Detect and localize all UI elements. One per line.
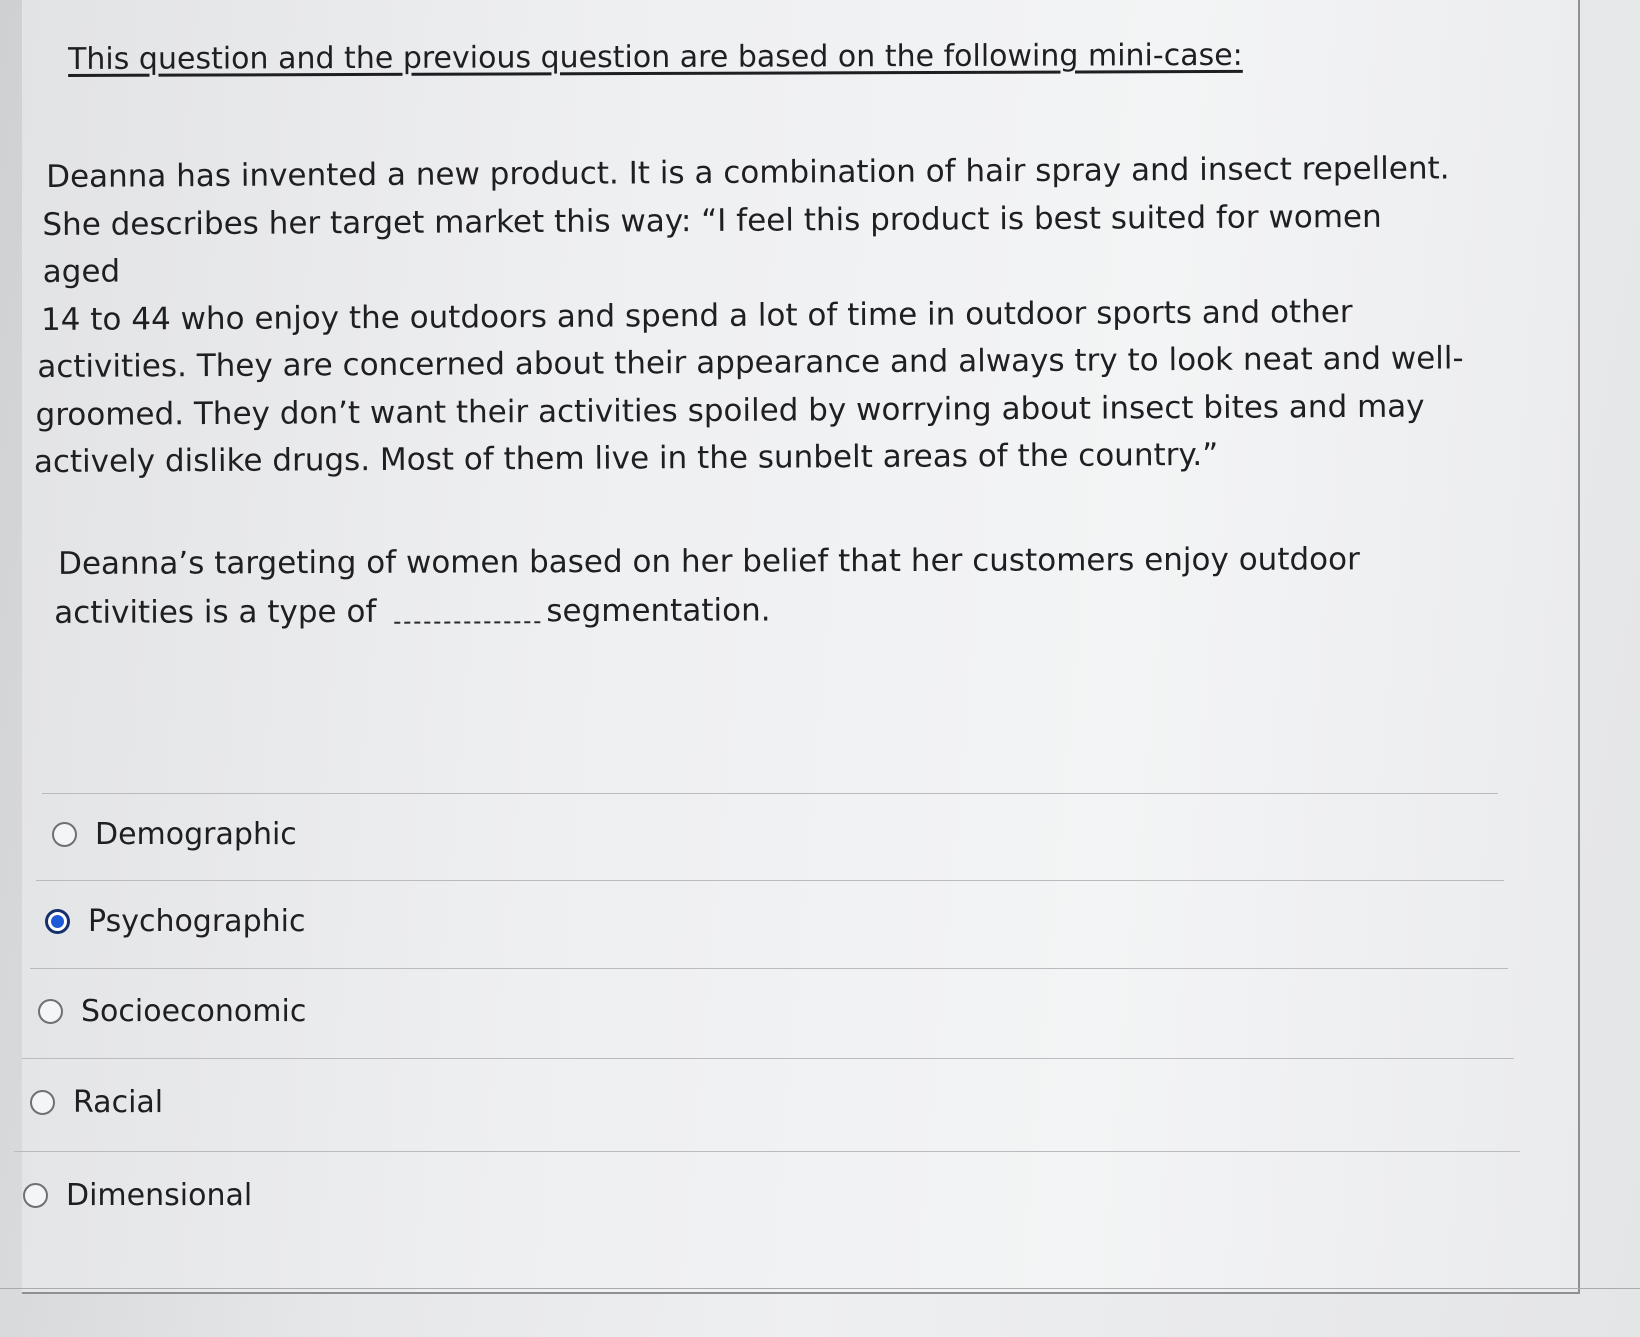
- radio-socioeconomic[interactable]: [38, 999, 63, 1024]
- option-label: Dimensional: [66, 1178, 253, 1213]
- question-line-1: Deanna’s targeting of women based on her belief that her customers enjoy outdoor: [58, 541, 1360, 582]
- case-line: 14 to 44 who enjoy the outdoors and spend a lot of time in outdoor sports and other: [40, 293, 1353, 338]
- question-text-before-blank: activities is a type of: [54, 593, 377, 631]
- option-socioeconomic[interactable]: [38, 994, 306, 1029]
- option-label: Racial: [73, 1085, 164, 1120]
- case-line: She describes her target market this way: “I feel this product is best suited for women aged: [42, 198, 1382, 291]
- option-demographic[interactable]: [52, 817, 297, 852]
- mini-case-intro: This question and the previous question are based on the following mini-case:: [68, 37, 1243, 77]
- question-line-2: [54, 584, 1414, 638]
- option-psychographic[interactable]: [45, 904, 305, 939]
- radio-psychographic-selected[interactable]: [45, 909, 70, 934]
- options-top-divider: [42, 793, 1498, 794]
- question-text-after-blank: segmentation.: [546, 592, 771, 630]
- case-line: groomed. They don’t want their activities spoiled by worrying about insect bites and may: [35, 388, 1425, 433]
- radio-racial[interactable]: [30, 1090, 55, 1115]
- option-racial[interactable]: [30, 1085, 163, 1120]
- option-label: Psychographic: [88, 904, 306, 939]
- option-divider: [30, 968, 1508, 969]
- case-line: actively dislike drugs. Most of them live in the sunbelt areas of the country.”: [33, 436, 1219, 481]
- fill-in-blank: [394, 613, 540, 624]
- page-bottom-border: [0, 1288, 1640, 1289]
- option-label: Socioeconomic: [81, 994, 307, 1029]
- option-divider: [22, 1058, 1514, 1059]
- case-line: Deanna has invented a new product. It is a combination of hair spray and insect repellent.: [46, 150, 1450, 195]
- mini-case-text: [33, 145, 1468, 486]
- radio-demographic[interactable]: [52, 822, 77, 847]
- radio-dimensional[interactable]: [23, 1183, 48, 1208]
- option-divider: [36, 880, 1504, 881]
- option-label: Demographic: [95, 817, 297, 852]
- option-dimensional[interactable]: [23, 1178, 252, 1213]
- question-stem: [34, 535, 1414, 638]
- case-line: activities. They are concerned about their appearance and always try to look neat and well-: [37, 340, 1464, 386]
- option-divider: [14, 1151, 1520, 1152]
